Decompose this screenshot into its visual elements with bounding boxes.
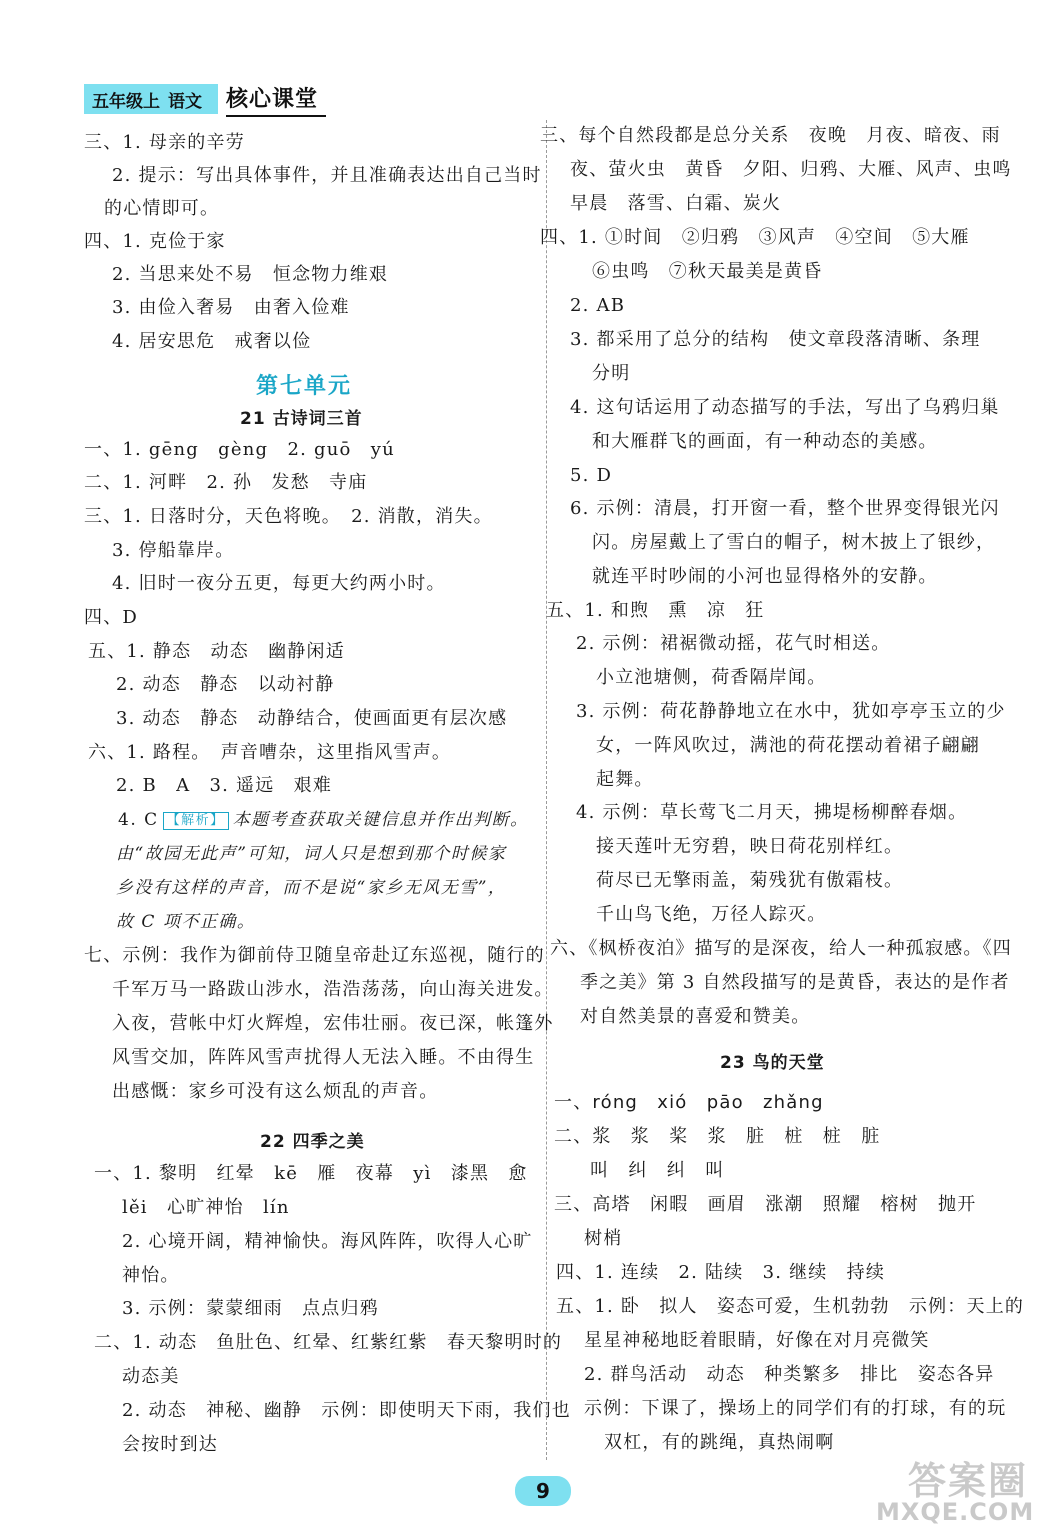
answer-line: ⑥虫鸣 ⑦秋天最美是黄昏 <box>592 261 823 282</box>
answer-line: 分明 <box>592 363 631 384</box>
answer-line: 五、1. 和煦 熏 凉 狂 <box>546 600 765 621</box>
answer-line: 一、1. gēng gèng 2. guō yú <box>84 439 395 460</box>
answer-line: 千山鸟飞绝，万径人踪灭。 <box>596 904 827 925</box>
analysis-line: 乡没有这样的声音，而不是说“家乡无风无雪”， <box>116 878 507 898</box>
page-header <box>84 82 326 116</box>
answer-line: 二、1. 河畔 2. 孙 发愁 寺庙 <box>84 472 368 493</box>
answer-line: 千军万马一路跋山涉水，浩浩荡荡，向山海关进发。 <box>112 979 554 1000</box>
series-title: 核心课堂 <box>226 82 326 117</box>
answer-line: 入夜，营帐中灯火辉煌，宏伟壮丽。夜已深，帐篷外 <box>112 1013 554 1034</box>
answer-line: 四、1. ①时间 ②归鸦 ③风声 ④空间 ⑤大雁 <box>540 227 970 248</box>
answer-line: 叫 纠 纠 叫 <box>590 1160 725 1181</box>
answer-line: 3. 由俭入奢易 由奢入俭难 <box>112 297 350 318</box>
analysis-line: 故 C 项不正确。 <box>116 912 256 932</box>
answer-line: 和大雁群飞的画面，有一种动态的美感。 <box>592 431 938 452</box>
lesson-title: 23 鸟的天堂 <box>720 1053 825 1073</box>
analysis-badge: 【解析】 <box>163 812 229 830</box>
answer-line: 5. D <box>570 465 613 486</box>
answer-line: 动态美 <box>122 1366 180 1387</box>
answer-line: 七、示例：我作为御前侍卫随皇帝赴辽东巡视，随行的 <box>84 945 545 966</box>
answer-line: 闪。房屋戴上了雪白的帽子，树木披上了银纱， <box>592 532 996 553</box>
watermark-mark: 答案圈 <box>908 1459 1029 1503</box>
answer-line: 六、《枫桥夜泊》描写的是深夜，给人一种孤寂感。《四 <box>550 938 1012 959</box>
lesson-title: 22 四季之美 <box>260 1132 365 1152</box>
answer-line-with-analysis <box>118 808 529 832</box>
unit-title: 第七单元 <box>256 374 353 399</box>
answer-line: 二、浆 浆 桨 浆 脏 桩 桩 脏 <box>554 1126 881 1147</box>
answer-line: 荷尽已无擎雨盖，菊残犹有傲霜枝。 <box>596 870 904 891</box>
answer-line: 小立池塘侧，荷香隔岸闻。 <box>596 667 827 688</box>
answer-line: 2. 群鸟活动 动态 种类繁多 排比 姿态各异 <box>584 1364 995 1385</box>
answer-line: 季之美》第 3 自然段描写的是黄昏，表达的是作者 <box>580 972 1010 993</box>
answer-line: 3. 动态 静态 动静结合，使画面更有层次感 <box>116 708 508 729</box>
grade-label: 五年级上 <box>92 91 160 112</box>
answer-line: 对自然美景的喜爱和赞美。 <box>580 1006 811 1027</box>
answer-line: 四、1. 克俭于家 <box>84 231 226 252</box>
lesson-title: 21 古诗词三首 <box>240 409 363 429</box>
answer-line: 6. 示例：清晨，打开窗一看，整个世界变得银光闪 <box>570 498 1000 519</box>
answer-line: 4. 居安思危 戒奢以俭 <box>112 331 312 352</box>
answer-line: 3. 示例：蒙蒙细雨 点点归鸦 <box>122 1298 379 1319</box>
answer-line: 4. 这句话运用了动态描写的手法，写出了乌鸦归巢 <box>570 397 1000 418</box>
answer-line: 神怡。 <box>122 1265 180 1286</box>
column-divider <box>546 120 547 1460</box>
answer-line: 二、1. 动态 鱼肚色、红晕、红紫红紫 春天黎明时的 <box>94 1332 563 1353</box>
answer-choice: 4. C <box>118 810 159 830</box>
answer-line: 三、每个自然段都是总分关系 夜晚 月夜、暗夜、雨 <box>540 125 1001 146</box>
answer-line: 2. 动态 神秘、幽静 示例：即使明天下雨，我们也 <box>122 1400 571 1421</box>
answer-line: 三、1. 母亲的辛劳 <box>84 132 245 153</box>
answer-line: 会按时到达 <box>122 1434 218 1455</box>
answer-line: 四、1. 连续 2. 陆续 3. 继续 持续 <box>556 1262 886 1283</box>
answer-line: 起舞。 <box>596 769 654 790</box>
answer-line: 星星神秘地眨着眼睛，好像在对月亮微笑 <box>584 1330 930 1351</box>
answer-line: 的心情即可。 <box>104 198 220 219</box>
subject-label: 语文 <box>168 91 202 112</box>
answer-line: lěi 心旷神怡 lín <box>122 1197 290 1218</box>
page-number: 9 <box>515 1476 571 1506</box>
answer-line: 三、1. 日落时分，天色将晚。 2. 消散，消失。 <box>84 506 493 527</box>
answer-line: 就连平时吵闹的小河也显得格外的安静。 <box>592 566 938 587</box>
answer-line: 出感慨：家乡可没有这么烦乱的声音。 <box>112 1081 439 1102</box>
answer-line: 3. 停船靠岸。 <box>112 540 235 561</box>
watermark-logo <box>870 1448 1046 1530</box>
answer-line: 2. B A 3. 遥远 艰难 <box>116 775 333 796</box>
answer-line: 一、1. 黎明 红晕 kē 雁 夜幕 yì 漆黑 愈 <box>94 1163 528 1184</box>
answer-line: 4. 旧时一夜分五更，每更大约两小时。 <box>112 573 446 594</box>
answer-line: 五、1. 静态 动态 幽静闲适 <box>88 641 345 662</box>
answer-line: 夜、萤火虫 黄昏 夕阳、归鸦、大雁、风声、虫鸣 <box>570 159 1012 180</box>
answer-line: 三、高塔 闲暇 画眉 涨潮 照耀 榕树 抛开 <box>554 1194 977 1215</box>
answer-line: 2. 示例：裙裾微动摇，花气时相送。 <box>576 633 891 654</box>
answer-line: 女，一阵风吹过，满池的荷花摆动着裙子翩翩 <box>596 735 980 756</box>
answer-line: 3. 示例：荷花静静地立在水中，犹如亭亭玉立的少 <box>576 701 1006 722</box>
answer-line: 2. 提示：写出具体事件，并且准确表达出自己当时 <box>112 165 542 186</box>
answer-line: 2. 心境开阔，精神愉快。海风阵阵，吹得人心旷 <box>122 1231 533 1252</box>
watermark-url: MXQE.COM <box>876 1498 1035 1526</box>
answer-line: 2. 动态 静态 以动衬静 <box>116 674 335 695</box>
answer-line: 树梢 <box>584 1228 623 1249</box>
answer-line: 2. AB <box>570 295 626 316</box>
answer-line: 接天莲叶无穷碧，映日荷花别样红。 <box>596 836 904 857</box>
answer-line: 五、1. 卧 拟人 姿态可爱，生机勃勃 示例：天上的 <box>556 1296 1025 1317</box>
answer-line: 风雪交加，阵阵风雪声扰得人无法入睡。不由得生 <box>112 1047 535 1068</box>
answer-line: 一、róng xió pāo zhǎng <box>554 1092 824 1113</box>
answer-line: 六、1. 路程。 声音嘈杂，这里指风雪声。 <box>88 742 452 763</box>
answer-line: 双杠，有的跳绳，真热闹啊 <box>604 1432 835 1453</box>
answer-line: 四、D <box>84 607 139 628</box>
answer-line: 3. 都采用了总分的结构 使文章段落清晰、条理 <box>570 329 981 350</box>
grade-subject-badge <box>84 84 218 114</box>
answer-line: 2. 当思来处不易 恒念物力维艰 <box>112 264 389 285</box>
analysis-text: 本题考查获取关键信息并作出判断。 <box>232 810 529 830</box>
answer-line: 早晨 落雪、白霜、炭火 <box>570 193 782 214</box>
answer-line: 示例：下课了，操场上的同学们有的打球，有的玩 <box>584 1398 1007 1419</box>
answer-line: 4. 示例：草长莺飞二月天，拂堤杨柳醉春烟。 <box>576 802 968 823</box>
analysis-line: 由“故园无此声”可知，词人只是想到那个时候家 <box>116 844 507 864</box>
